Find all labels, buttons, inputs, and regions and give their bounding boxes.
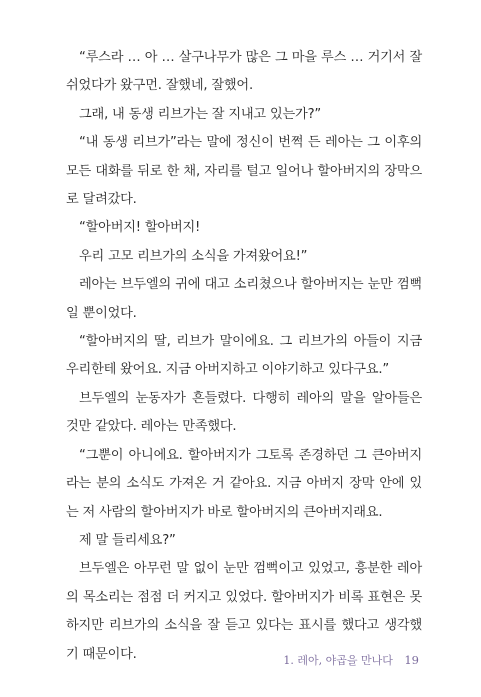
paragraph-2: 그래, 내 동생 리브가는 잘 지내고 있는가?” <box>79 106 321 122</box>
page-number: 19 <box>404 653 419 667</box>
paragraph-11: 브두엘은 아무런 말 없이 눈만 껌뻑이고 있었고, 흥분한 레아의 목소리는 점점 더 커지고 있었다. 할아버지가 비록 표현은 못 하지만 리브가의 소식을 잘 듣고 있다는 표시를 했다고 생각했기 때문이다. <box>66 561 422 662</box>
paragraph-8: 브두엘의 눈동자가 흔들렸다. 다행히 레아의 말을 알아들은 것만 같았다. 레아는 만족했다. <box>66 390 422 435</box>
paragraph-6: 레아는 브두엘의 귀에 대고 소리쳤으나 할아버지는 눈만 껌뻑일 뿐이었다. <box>66 277 422 321</box>
paragraph-9: “그뿐이 아니에요. 할아버지가 그토록 존경하던 그 큰아버지라는 분의 소식도 가져온 거 같아요. 지금 아버지 장막 안에 있는 저 사람의 할아버지가 바로 할아버지의 큰아버지래요. <box>66 447 422 520</box>
paragraph-3: “내 동생 리브가”라는 말에 정신이 번쩍 든 레아는 그 이후의 모든 대화를 뒤로 한 채, 자리를 털고 일어나 할아버지의 장막으로 달려갔다. <box>66 135 422 208</box>
paragraph-10: 제 말 들리세요?” <box>79 532 176 548</box>
page-body-text <box>66 44 422 669</box>
page-footer <box>283 652 419 668</box>
running-chapter-title: 1. 레아, 야곱을 만나다 <box>283 654 393 667</box>
paragraph-4: “할아버지! 할아버지! <box>79 220 201 236</box>
paragraph-1: “루스라 … 아 … 살구나무가 많은 그 마을 루스 … 거기서 잘 쉬었다가 왔구먼. 잘했네, 잘했어. <box>66 50 422 94</box>
paragraph-7: “할아버지의 딸, 리브가 말이에요. 그 리브가의 아들이 지금 우리한테 왔어요. 지금 아버지하고 이야기하고 있다구요.” <box>66 334 422 378</box>
paragraph-5: 우리 고모 리브가의 소식을 가져왔어요!” <box>79 248 308 264</box>
